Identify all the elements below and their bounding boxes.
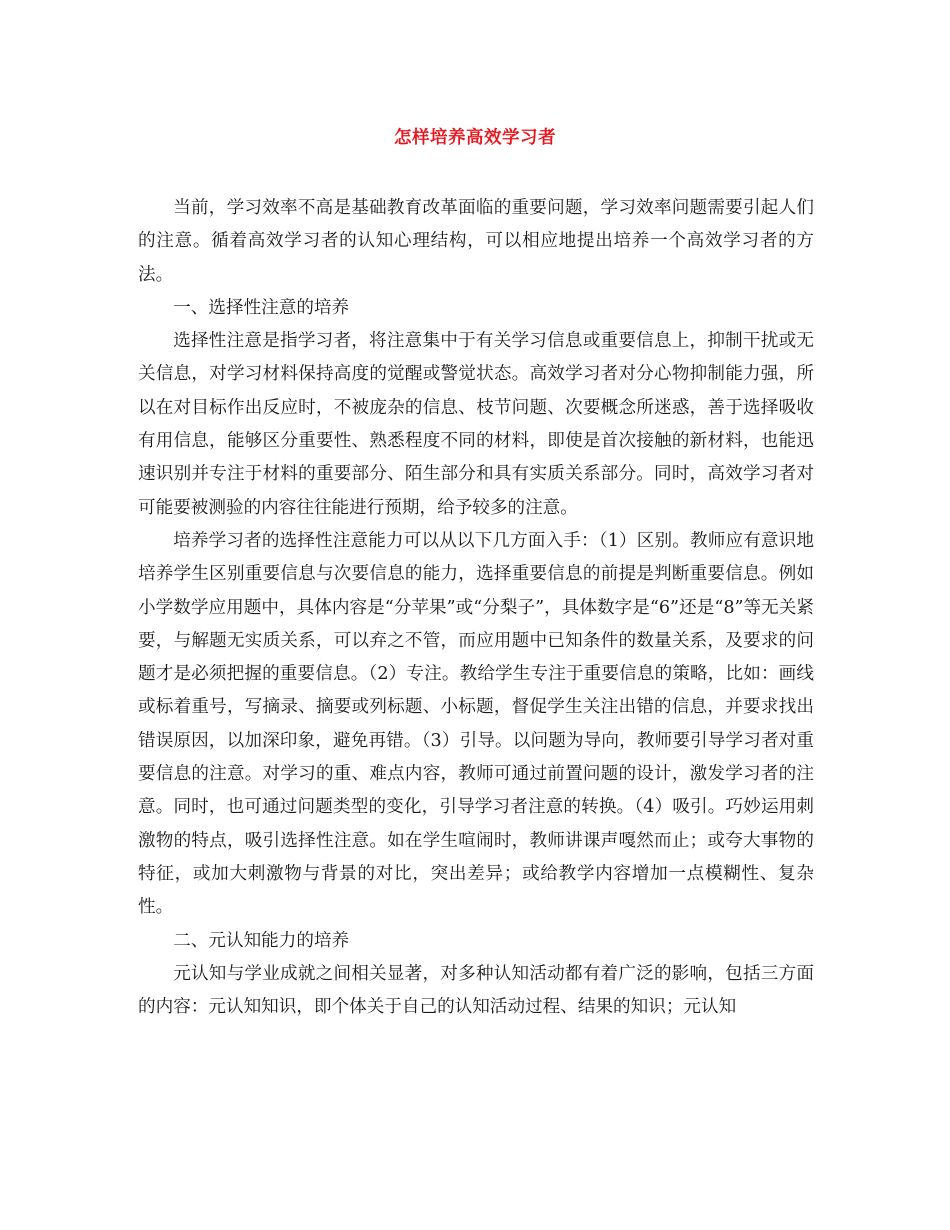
paragraph-intro: 当前，学习效率不高是基础教育改革面临的重要问题，学习效率问题需要引起人们的注意。循着高效学习者的认知心理结构，可以相应地提出培养一个高效学习者的方法。 <box>138 198 814 285</box>
document-body <box>138 192 814 1024</box>
paragraph-selective-attention-methods: 培养学习者的选择性注意能力可以从以下几方面入手：（1）区别。教师应有意识地培养学生区别重要信息与次要信息的能力，选择重要信息的前提是判断重要信息。例如小学数学应用题中，具体内容是“分苹果”或“分梨子”，具体数字是“6”还是“8”等无关紧要，与解题无实质关系，可以弃之不管，而应用题中已知条件的数量关系，及要求的问题才是必须把握的重要信息。（2）专注。教给学生专注于重要信息的策略，比如：画线或标着重号，写摘录、摘要或列标题、小标题，督促学生关注出错的信息，并要求找出错误原因，以加深印象，避免再错。（3）引导。以问题为导向，教师要引导学习者对重要信息的注意。对学习的重、难点内容，教师可通过前置问题的设计，激发学习者的注意。同时，也可通过问题类型的变化，引导学习者注意的转换。（4）吸引。巧妙运用刺激物的特点，吸引选择性注意。如在学生喧闹时，教师讲课声嘎然而止；或夸大事物的特征，或加大刺激物与背景的对比，突出差异；或给教学内容增加一点模糊性、复杂性。 <box>138 530 814 918</box>
section-heading-2: 二、元认知能力的培养 <box>173 930 350 951</box>
paragraph-metacognition: 元认知与学业成就之间相关显著，对多种认知活动都有着广泛的影响，包括三方面的内容：元认知知识，即个体关于自己的认知活动过程、结果的知识；元认知 <box>138 963 814 1018</box>
document-title: 怎样培养高效学习者 <box>394 128 556 148</box>
section-heading-1: 一、选择性注意的培养 <box>173 297 350 318</box>
paragraph-selective-attention-definition: 选择性注意是指学习者，将注意集中于有关学习信息或重要信息上，抑制干扰或无关信息，对学习材料保持高度的觉醒或警觉状态。高效学习者对分心物抑制能力强，所以在对目标作出反应时，不被庞杂的信息、枝节问题、次要概念所迷惑，善于选择吸收有用信息，能够区分重要性、熟悉程度不同的材料，即使是首次接触的新材料，也能迅速识别并专注于材料的重要部分、陌生部分和具有实质关系部分。同时，高效学习者对可能要被测验的内容往往能进行预期，给予较多的注意。 <box>138 331 814 518</box>
